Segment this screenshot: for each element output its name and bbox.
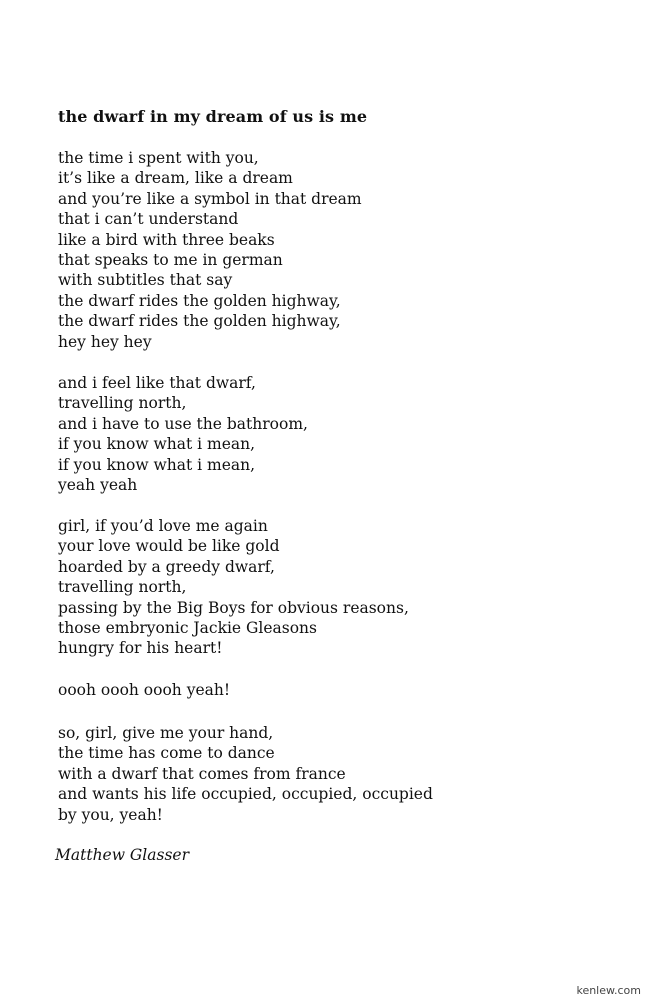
poem-line: hungry for his heart! bbox=[58, 639, 223, 658]
poem-line: that i can’t understand bbox=[58, 210, 239, 229]
poem-line: the dwarf rides the golden highway, bbox=[58, 291, 341, 310]
poem-line: hey hey hey bbox=[58, 332, 152, 351]
poem-line: if you know what i mean, bbox=[58, 435, 256, 454]
poem-line: so, girl, give me your hand, bbox=[58, 724, 274, 742]
poem-line: girl, if you’d love me again bbox=[58, 517, 268, 535]
stanza-3 bbox=[58, 516, 409, 659]
poem-line: passing by the Big Boys for obvious reasons, bbox=[58, 598, 409, 617]
poem-line: if you know what i mean, bbox=[58, 455, 256, 474]
site-watermark: kenlew.com bbox=[576, 984, 641, 997]
poem-line: by you, yeah! bbox=[58, 805, 163, 824]
poem-line: your love would be like gold bbox=[58, 537, 280, 556]
stanza-4 bbox=[58, 680, 230, 700]
stanza-5 bbox=[58, 723, 433, 825]
poem-line: the time i spent with you, bbox=[58, 149, 259, 167]
poem-line: and i have to use the bathroom, bbox=[58, 414, 308, 433]
poem-line: travelling north, bbox=[58, 578, 187, 597]
poem-line: with subtitles that say bbox=[58, 271, 233, 290]
stanza-2 bbox=[58, 373, 308, 495]
poem-line: that speaks to me in german bbox=[58, 251, 283, 270]
poem-line: the dwarf rides the golden highway, bbox=[58, 312, 341, 331]
poem-author: Matthew Glasser bbox=[55, 846, 189, 864]
poem-line: oooh oooh oooh yeah! bbox=[58, 681, 231, 699]
poem-line: and i feel like that dwarf, bbox=[58, 374, 256, 392]
poem-line: yeah yeah bbox=[58, 476, 138, 495]
poem-line: hoarded by a greedy dwarf, bbox=[58, 557, 275, 576]
poem-line: those embryonic Jackie Gleasons bbox=[58, 619, 317, 638]
poem-line: the time has come to dance bbox=[58, 744, 275, 763]
poem-title: the dwarf in my dream of us is me bbox=[58, 107, 368, 126]
stanza-1 bbox=[58, 148, 362, 352]
poem-line: and wants his life occupied, occupied, occupied bbox=[58, 785, 433, 804]
poem-line: with a dwarf that comes from france bbox=[58, 764, 346, 783]
poem-line: travelling north, bbox=[58, 394, 187, 413]
poem-line: and you’re like a symbol in that dream bbox=[58, 189, 362, 208]
poem-line: it’s like a dream, like a dream bbox=[58, 169, 293, 188]
poem-line: like a bird with three beaks bbox=[58, 230, 275, 249]
